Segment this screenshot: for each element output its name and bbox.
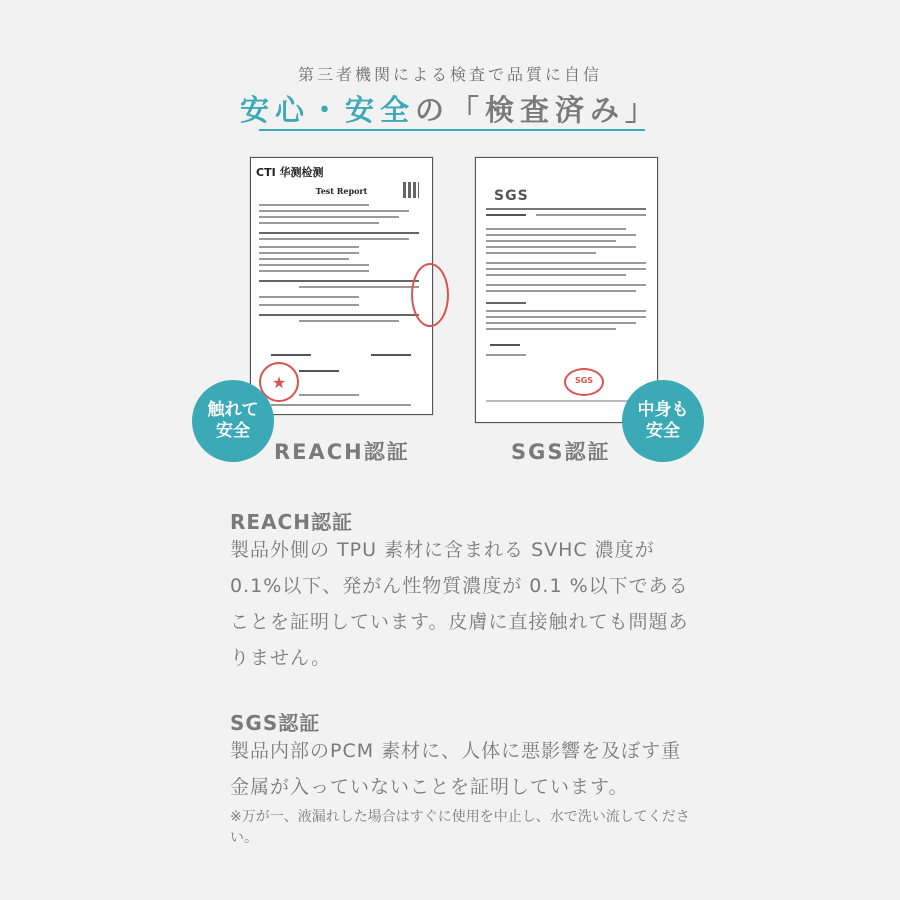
test-report-title: Test Report	[315, 186, 368, 196]
cti-logo: CTI 华测检测	[256, 166, 324, 179]
content-safe-badge-text: 中身も安全	[637, 400, 689, 441]
touch-safe-badge	[192, 380, 274, 462]
qr-code-icon	[403, 182, 419, 198]
seal-stamp	[411, 263, 449, 327]
sgs-logo: SGS	[494, 188, 529, 204]
page-subtitle: 第三者機関による検査で品質に自信	[297, 65, 602, 84]
reach-heading: REACH認証	[230, 510, 353, 534]
reach-caption: REACH認証	[274, 440, 410, 464]
reach-certificate-image	[250, 157, 433, 415]
reach-description: 製品外側の TPU 素材に含まれる SVHC 濃度が0.1%以下、発がん性物質濃度が 0.1 %以下であることを証明しています。皮膚に直接触れても問題ありません。	[230, 539, 689, 669]
sgs-description: 製品内部のPCM 素材に、人体に悪影響を及ぼす重金属が入っていないことを証明しています。	[230, 740, 682, 798]
star-icon: ★	[271, 372, 287, 392]
title-highlight: 安心・安全	[239, 93, 415, 127]
sgs-stamp: SGS	[564, 368, 604, 396]
sgs-heading: SGS認証	[230, 711, 321, 735]
page-title	[0, 88, 900, 129]
sgs-certificate-image	[475, 157, 658, 423]
title-rest: の「検査済み」	[415, 93, 661, 127]
touch-safe-badge-text: 触れて安全	[207, 400, 259, 441]
content-safe-badge	[622, 380, 704, 462]
leak-warning-note: ※万が一、液漏れした場合はすぐに使用を中止し、水で洗い流してください。	[230, 809, 690, 846]
sgs-caption: SGS認証	[511, 440, 611, 464]
title-underline	[259, 129, 645, 131]
